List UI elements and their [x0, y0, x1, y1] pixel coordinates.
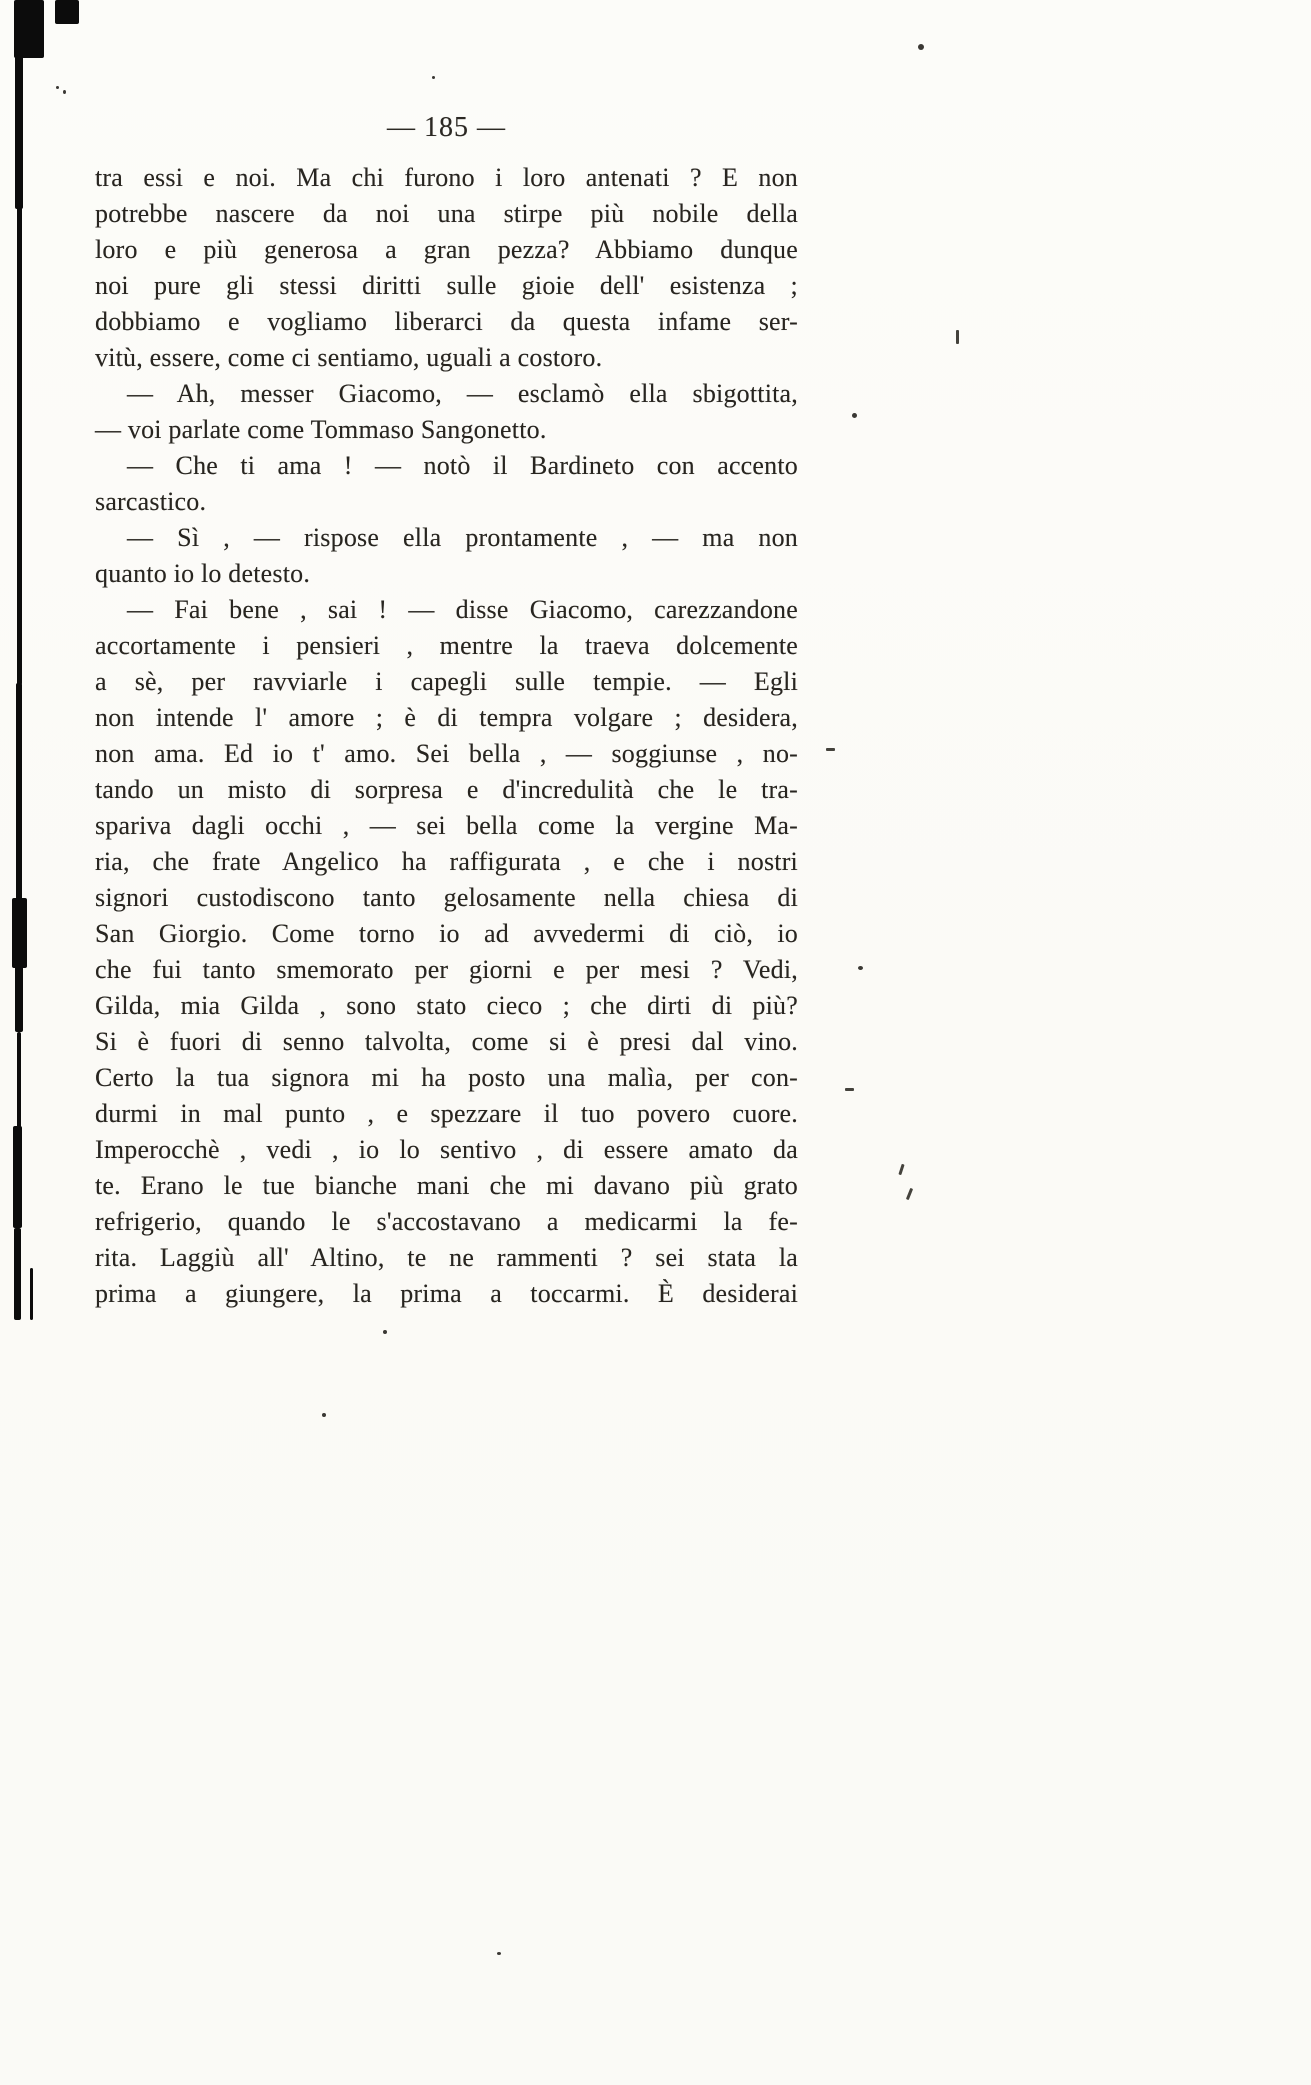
- ink-speck: [826, 748, 835, 751]
- scan-border-artifact: [15, 966, 23, 1032]
- text-line: — Sì , — rispose ella prontamente , — ma non: [127, 523, 798, 552]
- ink-speck: [845, 1088, 854, 1091]
- text-line: — Che ti ama ! — notò il Bardineto con accento: [127, 451, 798, 480]
- text-line: ria, che frate Angelico ha raffigurata , e che i nostri: [95, 847, 798, 876]
- scan-border-artifact: [15, 54, 23, 209]
- scan-border-artifact: [12, 898, 27, 968]
- text-line: accortamente i pensieri , mentre la traeva dolcemente: [95, 631, 798, 660]
- ink-speck: [858, 966, 863, 970]
- text-line: — Ah, messer Giacomo, — esclamò ella sbigottita,: [127, 379, 798, 408]
- ink-speck: [497, 1952, 501, 1955]
- text-line: refrigerio, quando le s'accostavano a medicarmi la fe-: [95, 1207, 798, 1236]
- ink-speck: [56, 86, 59, 89]
- ink-speck: [906, 1188, 913, 1200]
- text-line: signori custodiscono tanto gelosamente nella chiesa di: [95, 883, 798, 912]
- scan-border-artifact: [55, 0, 79, 24]
- text-line: che fui tanto smemorato per giorni e per mesi ? Vedi,: [95, 955, 798, 984]
- text-line: quanto io lo detesto.: [95, 559, 311, 588]
- text-line: te. Erano le tue bianche mani che mi davano più grato: [95, 1171, 798, 1200]
- scan-border-artifact: [13, 1126, 22, 1228]
- scan-border-artifact: [16, 683, 22, 900]
- ink-speck: [898, 1164, 904, 1175]
- text-line: durmi in mal punto , e spezzare il tuo povero cuore.: [95, 1099, 798, 1128]
- text-line: Si è fuori di senno talvolta, come si è presi dal vino.: [95, 1027, 798, 1056]
- text-line: San Giorgio. Come torno io ad avvedermi di ciò, io: [95, 919, 798, 948]
- text-line: — voi parlate come Tommaso Sangonetto.: [95, 415, 547, 444]
- ink-speck: [432, 76, 435, 79]
- text-line: loro e più generosa a gran pezza? Abbiamo dunque: [95, 235, 798, 264]
- text-line: non ama. Ed io t' amo. Sei bella , — soggiunse , no-: [95, 739, 798, 768]
- scan-border-artifact: [14, 0, 44, 58]
- text-line: a sè, per ravviarle i capegli sulle tempie. — Egli: [95, 667, 798, 696]
- text-line: tando un misto di sorpresa e d'incredulità che le tra-: [95, 775, 798, 804]
- body-text: [95, 160, 798, 1312]
- ink-speck: [852, 413, 857, 418]
- text-line: noi pure gli stessi diritti sulle gioie dell' esistenza ;: [95, 271, 798, 300]
- text-line: — Fai bene , sai ! — disse Giacomo, carezzandone: [127, 595, 798, 624]
- scan-border-artifact: [17, 1032, 21, 1128]
- text-line: Imperocchè , vedi , io lo sentivo , di essere amato da: [95, 1135, 798, 1164]
- ink-speck: [956, 330, 959, 344]
- text-line: sarcastico.: [95, 487, 207, 516]
- text-line: potrebbe nascere da noi una stirpe più nobile della: [95, 199, 798, 228]
- page-number: — 185 —: [387, 112, 506, 143]
- ink-speck: [63, 90, 66, 94]
- scan-border-artifact: [30, 1268, 33, 1320]
- text-line: tra essi e noi. Ma chi furono i loro antenati ? E non: [95, 163, 798, 192]
- ink-speck: [322, 1413, 326, 1417]
- ink-speck: [918, 44, 924, 50]
- text-line: prima a giungere, la prima a toccarmi. È desiderai: [95, 1279, 798, 1308]
- scan-border-artifact: [17, 205, 22, 685]
- text-line: dobbiamo e vogliamo liberarci da questa infame ser-: [95, 307, 798, 336]
- text-line: Certo la tua signora mi ha posto una malìa, per con-: [95, 1063, 798, 1092]
- text-line: rita. Laggiù all' Altino, te ne rammenti ? sei stata la: [95, 1243, 798, 1272]
- text-line: spariva dagli occhi , — sei bella come la vergine Ma-: [95, 811, 798, 840]
- text-line: Gilda, mia Gilda , sono stato cieco ; che dirti di più?: [95, 991, 798, 1020]
- text-line: vitù, essere, come ci sentiamo, uguali a costoro.: [95, 343, 603, 372]
- text-line: non intende l' amore ; è di tempra volgare ; desidera,: [95, 703, 798, 732]
- ink-speck: [383, 1330, 387, 1334]
- scan-border-artifact: [14, 1228, 21, 1320]
